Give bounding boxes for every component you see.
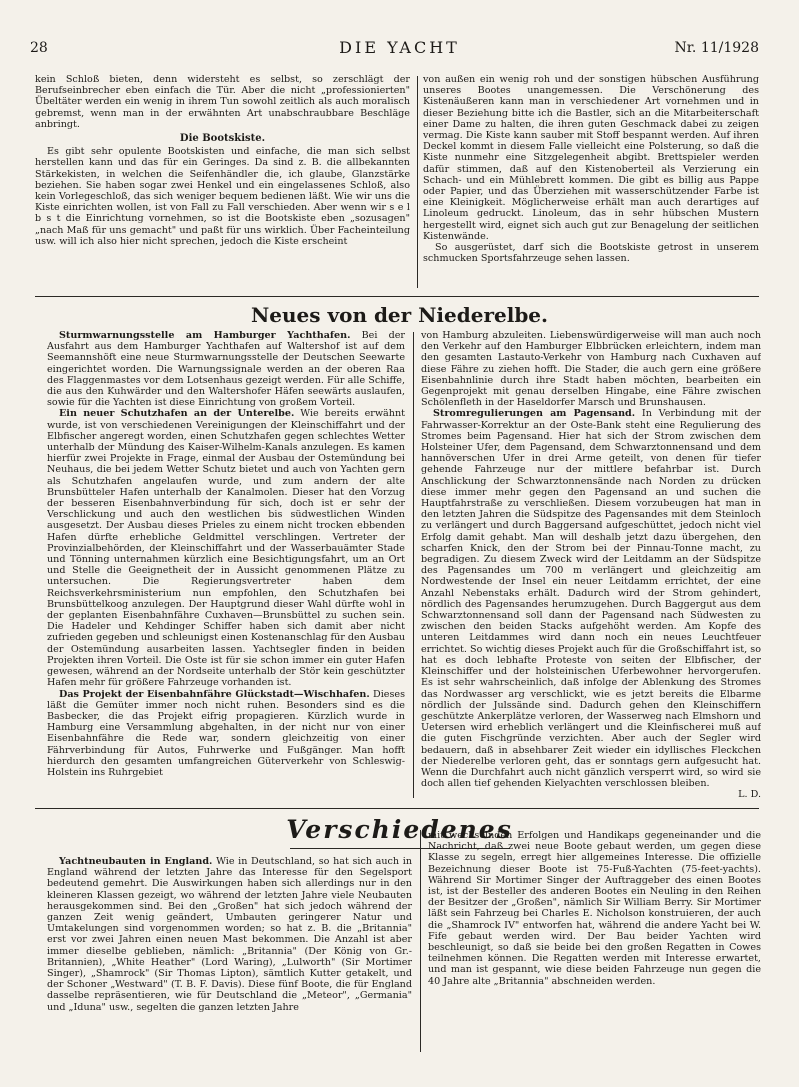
- eisenbahnfaehre-text: Dieses läßt die Gemüter immer noch nicht ruhen. Besonders sind es die Basbecker, die das Projekt eifrig propagieren. Kürzlich wurde in Hamburg eine Versammlung abgehalten, in der nicht nur von einer Eisenbahnfähre die Rede war, sondern gleichzeitig von einer Fährverbindung für Autos, Fuhrwerke und Fußgänger. Man hofft hierdurch den gesamten umfangreichen Güterverkehr von Schleswig-Holstein ins Ruhrgebiet: [47, 688, 405, 778]
- pagensand-lead: Stromregulierungen am Pagensand.: [433, 408, 636, 420]
- niederelbe-right-column: [421, 330, 761, 800]
- top-left-column: [35, 74, 410, 292]
- schutzhafen-text: Wie bereits erwähnt wurde, ist von verschiedenen Vereinigungen der Kleinschiffahrt und der Elbfischer angeregt worden, einen Schutzhafen gegen schlechtes Wetter unterhalb der Mündung des Kaiser-Wilhelm-Kanals anzulegen. Es kamen hierfür zwei Projekte in Frage, einmal der Ausbau der Ostemündung bei Neuhaus, die bei jedem Wetter Schutz bietet und auch von Yachten gern als Schutzhafen angelaufen wurde, und zum andern der alte Brunsbütteler Hafen unterhalb der Kanalmolen. Dieser hat den Vorzug der besseren Eisenbahnverbindung für sich, doch ist er sehr der Verschlickung und auch den westlichen bis südwestlichen Winden ausgesetzt. Der Ausbau dieses Prieles zu einem nicht trocken ebbenden Hafen dürfte erhebliche Geldmittel verschlingen. Vertreter der Provinzialbehörden, der Kleinschiffahrt und der Wasserbauämter Stade und Tönning unternahmen kürzlich eine Besichtigungsfahrt, um an Ort und Stelle die Geeignetheit der in Aussicht genommenen Plätze zu untersuchen. Die Regierungsvertreter haben dem Reichsverkehrsministerium nun empfohlen, den Schutzhafen bei Brunsbüttelkoog anzulegen. Der Hauptgrund dieser Wahl dürfte wohl in der geplanten Eisenbahnfähre Cuxhaven—Brunsbüttel zu suchen sein. Die Hadeler und Kehdinger Schiffer haben sich damit aber nicht zufrieden gegeben und schleunigst einen Kostenanschlag für den Ausbau der Ostemündung ausarbeiten lassen. Yachtsegler finden in beiden Projekten ihren Vorteil. Die Oste ist für sie schon immer ein guter Hafen gewesen, während an der Nordseite unterhalb der Stör kein geschützter Hafen mehr für größere Fahrzeuge vorhanden ist.: [47, 408, 405, 689]
- verschiedenes-right-column: [428, 830, 761, 1056]
- faehre-continued-paragraph: von Hamburg abzuleiten. Liebenswürdigerweise will man auch noch den Verkehr auf den Hamburger Elbbrücken erleichtern, indem man den gesamten Lastauto-Verkehr von Hamburg nach Cuxhaven auf diese Fähre zu ziehen hofft. Die Stader, die auch gern eine größere Eisenbahnlinie durch ihre Stadt haben möchten, bearbeiten ein Gegenprojekt mit genau derselben Hingabe, eine Fähre zwischen Schölenfleth in der Haseldorfer Marsch und Brunshausen.: [421, 330, 761, 409]
- niederelbe-title: Neues von der Niederelbe.: [250, 303, 548, 327]
- column-divider-verschiedenes: [420, 830, 421, 1052]
- verschiedenes-title: Verschiedenes: [286, 815, 513, 844]
- page-number: 28: [30, 40, 48, 56]
- section-rule-top: [35, 296, 759, 297]
- bootskiste-closing-paragraph: So ausgerüstet, darf sich die Bootskiste getrost in unserem schmucken Sportsfahrzeuge sehen lassen.: [423, 242, 759, 265]
- sturmwarnung-text: Bei der Ausfahrt aus dem Hamburger Yachthafen auf Waltershof ist auf dem Seemannshöft eine neue Sturmwarnungsstelle der Deutschen Seewarte eingerichtet worden. Die Warnungssignale werden an der oberen Raa des Flaggenmastes vor dem Lotsenhaus gezeigt werden. Für alle Schiffe, die aus den Kuhwärder und den Waltershofer Häfen seewärts auslaufen, sowie für die Yachten ist diese Einrichtung von großem Vorteil.: [47, 330, 405, 409]
- magazine-title: DIE YACHT: [339, 38, 460, 57]
- yachtneubauten-continued-paragraph: mit wechselnden Erfolgen und Handikaps gegeneinander und die Nachricht, daß zwei neue Boote gebaut werden, um gegen diese Klasse zu segeln, erregt hier allgemeines Interesse. Die offizielle Bezeichnung dieser Boote ist 75-Fuß-Yachten (75-feet-yachts). Während Sir Mortimer Singer der Auftraggeber des einen Bootes ist, ist der Besteller des anderen Bootes ein Neuling in den Reihen der Besitzer der „Großen", nämlich Sir William Berry. Sir Mortimer läßt sein Fahrzeug bei Charles E. Nicholson konstruieren, der auch die „Shamrock IV" entworfen hat, während die andere Yacht bei W. Fife gebaut werden wird. Der Bau beider Yachten wird beschleunigt, so daß sie beide bei den großen Regatten in Cowes teilnehmen können. Die Regatten werden mit Interesse erwartet, und man ist gespannt, wie diese beiden Fahrzeuge nun gegen die 40 Jahre alte „Britannia" abschneiden werden.: [428, 830, 761, 987]
- niederelbe-left-column: [47, 330, 405, 800]
- column-divider-top: [417, 76, 418, 288]
- verschiedenes-left-column: [47, 856, 412, 1056]
- sturmwarnung-lead: Sturmwarnungsstelle am Hamburger Yachthafen.: [59, 330, 351, 341]
- eisenbahnfaehre-lead: Das Projekt der Eisenbahnfähre Glückstadt—Wischhafen.: [59, 688, 370, 700]
- yachtneubauten-lead: Yachtneubauten in England.: [59, 856, 213, 867]
- yachtneubauten-text: Wie in Deutschland, so hat sich auch in England während der letzten Jahre das Interesse für den Segelsport bedeutend gemehrt. Die Auswirkungen haben sich allerdings nur in den kleineren Klassen gezeigt, wo während der letzten Jahre viele Neubauten herausgekommen sind. Bei den „Großen" hat sich jedoch während der ganzen Zeit wenig geändert, Umbauten geringerer Natur und Umtakelungen sind vorgenommen worden; so hat z. B. die „Britannia" erst vor zwei Jahren einen neuen Mast bekommen. Die Anzahl ist aber immer dieselbe geblieben, nämlich: „Britannia" (Der König von Gr.-Britannien), „White Heather" (Lord Waring), „Lulworth" (Sir Mortimer Singer), „Shamrock" (Sir Thomas Lipton), sämtlich Kutter getakelt, und der Schoner „Westward" (T. B. F. Davis). Diese fünf Boote, die für England dasselbe repräsentieren, wie für Deutschland die „Meteor", „Germania" und „Iduna" usw., segelten die ganzen letzten Jahre: [47, 856, 412, 1013]
- schutzhafen-lead: Ein neuer Schutzhafen an der Unterelbe.: [59, 408, 295, 420]
- lock-paragraph: kein Schloß bieten, denn widersteht es selbst, so zerschlägt der Berufseinbrecher eben einfach die Tür. Aber die nicht „professionierten" Übeltäter werden ein wenig in ihrem Tun sowohl zeitlich als auch moralisch gebremst, wenn man in der erwähnten Art unabschraubbare Beschläge anbringt.: [35, 74, 410, 130]
- issue-number: Nr. 11/1928: [674, 40, 759, 56]
- bootskiste-continued-paragraph: von außen ein wenig roh und der sonstigen hübschen Ausführung unseres Bootes unangemessen. Die Verschönerung des Kistenäußeren kann man in verschiedener Art vornehmen und in dieser Beziehung bitte ich die Bastler, sich an die Mitarbeiterschaft einer Dame zu halten, die ihren guten Geschmack dabei zu zeigen vermag. Die Kiste kann sauber mit Stoff bespannt werden. Auf ihren Deckel kommt in diesem Falle vielleicht eine Polsterung, so daß die Kiste nunmehr eine Sitzgelegenheit abgibt. Brettspieler werden dafür stimmen, daß auf den Kistenoberteil als Verzierung ein Schach- und ein Mühlebrett kommen. Die gibt es billig aus Pappe oder Papier, und das Überziehen mit wasserschützender Farbe ist eine Kleinigkeit. Möglicherweise erhält man auch derartiges auf Linoleum gedruckt. Linoleum, das in sehr hübschen Mustern hergestellt wird, eignet sich auch gut zur Benagelung der seitlichen Kistenwände.: [423, 74, 759, 242]
- author-signature: L. D.: [738, 789, 761, 800]
- section-rule-bottom: [35, 808, 759, 809]
- bootskiste-paragraph: Es gibt sehr opulente Bootskisten und einfache, die man sich selbst herstellen kann und das für ein Geringes. Da sind z. B. die allbekannten Stärkekisten, in welchen die Seifenhändler die, ich glaube, Glanzstärke beziehen. Sie haben sogar zwei Henkel und ein eingelassenes Schloß, also kein Vorlegeschloß, das sich weniger bequem bedienen läßt. Wie wir uns die Kiste einrichten wollen, ist von Fall zu Fall verschieden. Aber wenn wir s e l b s t die Einrichtung vornehmen, so ist die Bootskiste eben „sozusagen" „nach Maß für uns gemacht" und paßt für uns wirklich. Über Facheinteilung usw. will ich also hier nicht sprechen, jedoch die Kiste erscheint: [35, 146, 410, 247]
- top-right-column: [423, 74, 759, 292]
- column-divider-niederelbe: [413, 332, 414, 798]
- pagensand-text: In Verbindung mit der Fahrwasser-Korrektur an der Oste-Bank steht eine Regulierung des Stromes beim Pagensand. Hier hat sich der Strom zwischen dem Holsteiner Ufer, dem Pagensand, dem Schwarztonnensand und dem hannöverschen Ufer in drei Arme geteilt, von denen für tiefer gehende Fahrzeuge nur der mittlere befahrbar ist. Durch Anschlickung der Schwarztonnensände nach Norden zu drücken diese immer mehr gegen den Pagensand an und suchen die Hauptfahrstraße zu verschließen. Diesem vorzubeugen hat man in den letzten Jahren die Südspitze des Pagensandes mit dem Steinloch zu verlängert und durch Baggersand aufgeschüttet, jedoch nicht viel Erfolg damit gehabt. Man will deshalb jetzt dazu übergehen, den scharfen Knick, den der Strom bei der Pinnau-Tonne macht, zu begradigen. Zu diesem Zweck wird der Leitdamm an der Südspitze des Pagensandes um 700 m verlängert und gleichzeitig am Nordwestende der Insel ein neuer Leitdamm errichtet, der eine Anzahl Nebenstaks erhält. Dadurch wird der Strom gehindert, nördlich des Pagensandes herumzugehen. Durch Baggergut aus dem Schwarztonnensand soll dann der Pagensand nach Südwesten zu zwischen den beiden Stacks aufgehöht werden. Am Kopfe des unteren Leitdammes wird dann noch ein neues Leuchtfeuer errichtet. So wichtig dieses Projekt auch für die Großschiffahrt ist, so hat es doch lebhafte Proteste von seiten der Elbfischer, der Kleinschiffer und der holsteinischen Uferbewohner hervorgerufen. Es ist sehr wahrscheinlich, daß infolge der Ablenkung des Stromes das Nordwasser arg verschlickt, wie es jetzt bereits die Elbarme nördlich der Julssände sind. Dadurch gehen den Kleinschiffern geschützte Ankerplätze verloren, der Wasserweg nach Elmshorn und Uetersen wird erheblich verlängert und die Kleinfischerei muß auf die guten Fischgründe verzichten. Aber auch der Segler wird bedauern, daß in absehbarer Zeit wieder ein idyllisches Fleckchen der Niederelbe verloren geht, das er sonntags gern aufgesucht hat. Wenn die Durchfahrt auch nicht gänzlich versperrt wird, so wird sie doch allen tief gehenden Kielyachten verschlossen bleiben.: [421, 408, 761, 790]
- bootskiste-heading: Die Bootskiste.: [179, 133, 266, 145]
